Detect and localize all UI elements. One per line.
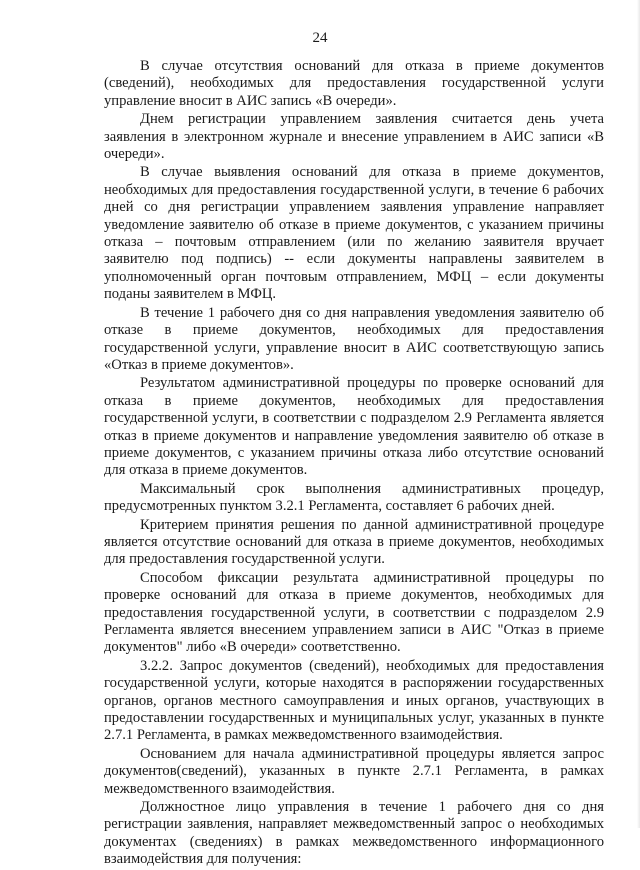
paragraph: Днем регистрации управлением заявления считается день учета заявления в электронном журнале и внесение управлением в АИС записи «В очереди».: [104, 111, 604, 163]
paragraph: 3.2.2. Запрос документов (сведений), необходимых для предоставления государственной услуги, которые находятся в распоряжении государственных органов, органов местного самоуправления и иных органов, участвующих в предоставлении государственных и муниципальных услуг, указанных в пункте 2.7.1 Регламента, в рамках межведомственного взаимодействия.: [104, 657, 604, 744]
paragraph: В случае выявления оснований для отказа в приеме документов, необходимых для предоставления государственной услуги, в течение 6 рабочих дней со дня регистрации управлением заявления управление направляет уведомление заявителю об отказе в приеме документов, с указанием причины отказа – почтовым отправлением (или по желанию заявителя вручает заявителю под подпись) -- если документы направлены заявителем в уполномоченный орган почтовым отправлением, МФЦ – если документы поданы заявителем в МФЦ.: [104, 164, 604, 303]
page-number: 24: [312, 30, 328, 46]
paragraph: В течение 1 рабочего дня со дня направления уведомления заявителю об отказе в приеме документов, необходимых для предоставления государственной услуги, управление вносит в АИС соответствующую запись «Отказ в приеме документов».: [104, 304, 604, 373]
paragraph: Результатом административной процедуры по проверке оснований для отказа в приеме документов, необходимых для предоставления государственной услуги, в соответствии с подразделом 2.9 Регламента является отказ в приеме документов и направление уведомления заявителю об отказе в приеме документов, с указанием причины отказа либо отсутствие оснований для отказа в приеме документов.: [104, 375, 604, 479]
paragraph: Критерием принятия решения по данной административной процедуре является отсутствие оснований для отказа в приеме документов, необходимых для предоставления государственной услуги.: [104, 516, 604, 568]
paragraph: Основанием для начала административной процедуры является запрос документов(сведений), указанных в пункте 2.7.1 Регламента, в рамках межведомственного взаимодействия.: [104, 745, 604, 797]
paragraph: Способом фиксации результата административной процедуры по проверке оснований для отказа в приеме документов, необходимых для предоставления государственной услуги, в соответствии с подразделом 2.9 Регламента является внесением управлением записи в АИС "Отказ в приеме документов" либо «В очереди» соответственно.: [104, 569, 604, 656]
paragraph: В случае отсутствия оснований для отказа в приеме документов (сведений), необходимых для предоставления государственной услуги управление вносит в АИС запись «В очереди».: [104, 58, 604, 109]
paragraph: Должностное лицо управления в течение 1 рабочего дня со дня регистрации заявления, направляет межведомственный запрос о необходимых документах (сведениях) в рамках межведомственного информационного взаимодействия для получения:: [104, 799, 604, 868]
paragraph: Максимальный срок выполнения административных процедур, предусмотренных пунктом 3.2.1 Регламента, составляет 6 рабочих дней.: [104, 480, 604, 515]
document-body: [104, 58, 604, 870]
